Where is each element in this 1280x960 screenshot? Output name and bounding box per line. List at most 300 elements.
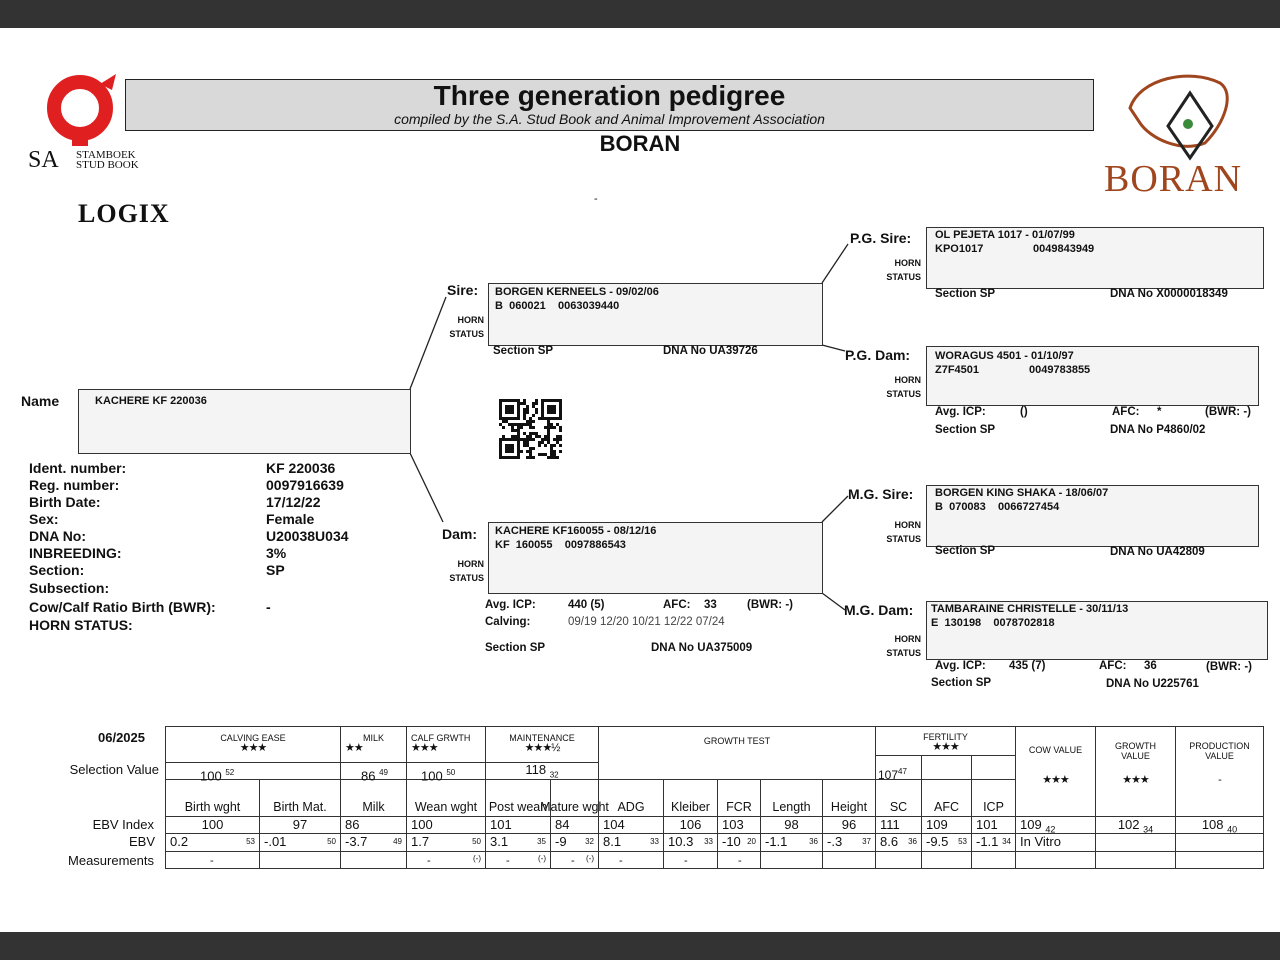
dam-name: KACHERE KF160055 - 08/12/16 (495, 525, 657, 537)
mg-sire-section: Section SP (935, 545, 996, 557)
info-label: Cow/Calf Ratio Birth (BWR): (29, 599, 216, 615)
mg-sire-prefix: B (935, 501, 943, 513)
dam-label: Dam: (442, 526, 478, 542)
fertility-empty-cell (922, 756, 972, 780)
stars-icon: ★★★½ (524, 742, 560, 754)
pg-dam-afc-label: AFC: (1112, 406, 1140, 418)
qr-code[interactable] (499, 399, 562, 459)
trait-header (876, 780, 922, 817)
ebv-index-value: 101 (976, 817, 998, 832)
ebv-accuracy: 20 (747, 837, 756, 846)
horn-label: HORN (457, 559, 484, 569)
stars-icon: ★★★ (239, 742, 267, 754)
animal-name-box (78, 389, 411, 454)
dot-mark: - (594, 193, 598, 205)
measurement-value: - (684, 855, 688, 867)
info-value: U20038U034 (266, 528, 349, 544)
group-label: GROWTH (1115, 741, 1156, 751)
ebv-accuracy: 50 (327, 837, 336, 846)
info-label: Ident. number: (29, 460, 127, 476)
ebv-index-value: 97 (292, 817, 308, 832)
trait-name: Birth wght (184, 800, 241, 814)
measurement-cell (551, 852, 599, 869)
group-label: VALUE (1205, 751, 1234, 761)
name-label: Name (21, 393, 60, 409)
dam-prefix: KF (495, 539, 510, 551)
value-index: 109 (1020, 817, 1042, 832)
pg-sire-name: OL PEJETA 1017 - 01/07/99 (935, 229, 1075, 241)
sire-name: BORGEN KERNEELS - 09/02/06 (495, 286, 659, 298)
page-subtitle: compiled by the S.A. Stud Book and Animal Improvement Association (394, 111, 825, 127)
measurement-cell (922, 852, 972, 869)
ebv-accuracy: 50 (472, 837, 481, 846)
horn-label: HORN (894, 520, 921, 530)
trait-header (166, 780, 260, 817)
ebv-index-cell (551, 817, 599, 834)
measurement-value (976, 855, 992, 867)
boran-logo-text: BORAN (1104, 158, 1243, 200)
pg-dam-avg-icp-label: Avg. ICP: (935, 406, 986, 418)
info-value: 0097916639 (266, 477, 344, 493)
accuracy: 52 (225, 768, 235, 777)
measurement-cell (260, 852, 341, 869)
measurement-value (926, 855, 942, 867)
mg-dam-horn-status-label (876, 632, 921, 660)
pg-dam-avg-icp: () (1020, 406, 1028, 418)
ebv-index-value: 100 (411, 817, 433, 832)
ebv-cell (972, 834, 1016, 852)
mg-sire-id: 070083 (949, 501, 986, 513)
mg-dam-afc-label: AFC: (1099, 660, 1127, 672)
cow-value-header (1016, 727, 1096, 817)
ebv-index-cell (599, 817, 664, 834)
value-measurement-cell (1096, 852, 1176, 869)
group-label: MAINTENANCE (509, 733, 575, 743)
milk-header (341, 727, 407, 763)
ebv-index-value: 100 (201, 817, 224, 832)
mg-dam-id: 130198 (944, 617, 982, 629)
value-accuracy: 34 (1143, 824, 1154, 835)
ebv-value: -1.1 (976, 834, 999, 849)
milk-selection (341, 763, 407, 784)
pg-dam-reg: 0049783855 (1029, 364, 1091, 376)
ebv-accuracy: 36 (908, 837, 917, 846)
accuracy: 32 (549, 770, 559, 780)
ebv-index-value: 104 (603, 817, 625, 832)
dam-section: Section SP (485, 642, 546, 654)
mg-dam-reg: 0078702818 (993, 617, 1055, 629)
ebv-value: 3.1 (490, 834, 509, 849)
pg-sire-reg: 0049843949 (1033, 243, 1095, 255)
measurements-label: Measurements (68, 853, 154, 868)
maintenance-selection (486, 763, 599, 780)
measurement-cell (486, 852, 551, 869)
mg-dam-box (926, 601, 1268, 660)
pg-sire-section: Section SP (935, 288, 996, 300)
measurement-value: - (738, 855, 742, 867)
growth-value-header (1096, 727, 1176, 817)
selection-value: 107 (878, 768, 899, 782)
ebv-index-cell (972, 817, 1016, 834)
trait-header (922, 780, 972, 817)
value-ebv-cell (1176, 834, 1264, 852)
info-value: Female (266, 511, 315, 527)
ebv-index-cell (823, 817, 876, 834)
ebv-cell (341, 834, 407, 852)
ebv-index-cell (922, 817, 972, 834)
status-label: STATUS (886, 272, 921, 282)
trait-header (718, 780, 761, 817)
measurement-value: - (210, 855, 214, 867)
ebv-value: 8.6 (880, 834, 899, 849)
pg-dam-id: Z7F4501 (935, 364, 980, 376)
trait-header (540, 780, 609, 817)
ebv-index-value: 101 (490, 817, 512, 832)
ebv-value: -1.1 (765, 834, 788, 849)
ebv-index-cell (664, 817, 718, 834)
stars-icon: ★★★ (1042, 774, 1069, 786)
ebv-date: 06/2025 (98, 730, 145, 745)
stars-icon: - (1218, 774, 1221, 786)
info-label: Birth Date: (29, 494, 101, 510)
studbook-line1: STAMBOEK (76, 149, 136, 161)
info-label: Section: (29, 562, 85, 578)
trait-name: ICP (983, 800, 1004, 814)
ebv-value: 8.1 (603, 834, 622, 849)
mg-dam-name: TAMBARAINE CHRISTELLE - 30/11/13 (931, 603, 1129, 615)
pg-sire-label: P.G. Sire: (850, 230, 912, 246)
value-ebv-cell (1096, 834, 1176, 852)
group-label: CALF GRWTH (411, 733, 471, 743)
ebv-label: EBV (128, 834, 155, 849)
pg-dam-afc: * (1157, 406, 1162, 418)
group-label: CALVING EASE (220, 733, 286, 743)
horn-label: HORN (894, 634, 921, 644)
info-value: - (266, 599, 271, 615)
trait-name: Kleiber (671, 800, 710, 814)
info-label: DNA No: (29, 528, 87, 544)
measurement-cell (407, 852, 486, 869)
growth-test-header (599, 727, 876, 780)
measurement-accuracy: (-) (473, 854, 481, 863)
ebv-cell (166, 834, 260, 852)
mg-dam-section: Section SP (931, 677, 992, 689)
dam-bwr: (BWR: -) (747, 599, 793, 611)
calf-growth-header (407, 727, 486, 763)
sire-box (488, 283, 823, 346)
ebv-index-value: 111 (880, 817, 900, 832)
pg-dam-dna: DNA No P4860/02 (1110, 424, 1206, 436)
ebv-accuracy: 35 (537, 837, 546, 846)
logix-logo: LOGIX (78, 199, 170, 228)
mg-sire-name: BORGEN KING SHAKA - 18/06/07 (935, 487, 1109, 499)
stars-icon: ★★★ (411, 742, 438, 754)
trait-name: ADG (617, 800, 645, 814)
trait-header (341, 780, 407, 817)
animal-name: KACHERE KF 220036 (95, 395, 207, 407)
group-label: FERTILITY (923, 732, 968, 742)
stars-icon: ★★★ (932, 741, 959, 753)
ebv-value: -9.5 (926, 834, 949, 849)
mg-sire-horn-status-label (876, 518, 921, 546)
breed-title: BORAN (599, 131, 681, 156)
sire-section: Section SP (493, 345, 554, 357)
ebv-accuracy: 33 (704, 837, 713, 846)
ebv-cell (718, 834, 761, 852)
value-measurement-cell (1176, 852, 1264, 869)
dam-calving: 09/19 12/20 10/21 12/22 07/24 (568, 616, 725, 628)
sire-label: Sire: (447, 282, 479, 298)
value-index-cell (1096, 817, 1176, 834)
value-ebv: In Vitro (1020, 834, 1061, 849)
measurement-cell (761, 852, 823, 869)
ebv-index-value: 106 (679, 817, 702, 832)
ebv-cell (599, 834, 664, 852)
mg-dam-avg-icp-label: Avg. ICP: (935, 660, 986, 672)
info-value: SP (266, 562, 285, 578)
ebv-accuracy: 33 (650, 837, 659, 846)
sire-reg: 0063039440 (558, 300, 620, 312)
ebv-cell (551, 834, 599, 852)
horn-label: HORN (457, 315, 484, 325)
mg-sire-dna: DNA No UA42809 (1110, 546, 1205, 558)
ebv-index-value: 103 (722, 817, 744, 832)
ebv-index-cell (761, 817, 823, 834)
status-label: STATUS (886, 534, 921, 544)
trait-name: Birth Mat. (273, 800, 327, 814)
dam-dna: DNA No UA375009 (651, 642, 753, 654)
trait-name: AFC (934, 800, 959, 814)
ebv-cell (486, 834, 551, 852)
dam-calving-label: Calving: (485, 616, 531, 628)
value-accuracy: 42 (1045, 824, 1056, 835)
value-ebv-cell (1016, 834, 1096, 852)
trait-name: Mature wght (540, 800, 609, 814)
pg-dam-box (926, 346, 1259, 406)
info-label: HORN STATUS: (29, 617, 133, 633)
pg-dam-horn-status-label (876, 373, 921, 401)
selection-value: 100 (421, 768, 443, 784)
measurement-value (765, 855, 781, 867)
studbook-sa: SA (28, 147, 59, 173)
measurement-value (345, 855, 385, 867)
measurement-cell (718, 852, 761, 869)
trait-header (407, 780, 486, 817)
horn-label: HORN (894, 258, 921, 268)
measurement-value: - (571, 855, 575, 867)
mg-dam-prefix: E (931, 617, 939, 629)
sire-horn-status-label (440, 313, 484, 341)
ebv-index-cell (341, 817, 407, 834)
mg-dam-dna: DNA No U225761 (1106, 678, 1199, 690)
trait-name: Post wean (488, 800, 548, 814)
mg-dam-avg-icp: 435 (7) (1009, 660, 1046, 672)
group-label: COW VALUE (1028, 745, 1083, 755)
trait-name: Length (772, 800, 811, 814)
ebv-cell (761, 834, 823, 852)
measurement-cell (341, 852, 407, 869)
info-label: Reg. number: (29, 477, 120, 493)
info-value: KF 220036 (266, 460, 336, 476)
value-index-cell (1176, 817, 1264, 834)
dam-box (488, 522, 823, 594)
selection-value: 118 (525, 762, 547, 777)
pg-sire-dna: DNA No X0000018349 (1110, 288, 1228, 300)
sire-dna: DNA No UA39726 (663, 345, 758, 357)
info-label: INBREEDING: (29, 545, 122, 561)
dam-afc-label: AFC: (663, 599, 691, 611)
ebv-value: -9 (555, 834, 567, 849)
measurement-cell (166, 852, 260, 869)
ebv-index-value: 109 (926, 817, 948, 832)
page-title: Three generation pedigree (433, 80, 786, 111)
ebv-accuracy: 53 (246, 837, 255, 846)
mg-sire-label: M.G. Sire: (848, 486, 914, 502)
ebv-accuracy: 34 (1002, 837, 1011, 846)
mg-sire-box (926, 485, 1259, 547)
pg-dam-bwr: (BWR: -) (1205, 406, 1251, 418)
dam-horn-status-label (440, 557, 484, 585)
info-value: 17/12/22 (266, 494, 321, 510)
selection-value: 100 (200, 768, 222, 784)
ebv-value: 10.3 (668, 834, 694, 849)
mg-sire-reg: 0066727454 (998, 501, 1060, 513)
measurement-value: - (619, 855, 623, 867)
ebv-accuracy: 37 (862, 837, 871, 846)
ebv-index-label: EBV Index (92, 817, 154, 832)
group-label: PRODUCTION (1189, 741, 1250, 751)
accuracy: 49 (379, 768, 388, 777)
fertility-header (876, 727, 1016, 756)
accuracy: 50 (446, 768, 456, 777)
maintenance-header (486, 727, 599, 763)
measurement-cell (972, 852, 1016, 869)
ebv-index-cell (407, 817, 486, 834)
pg-sire-horn-status-label (876, 256, 921, 284)
measurement-cell (823, 852, 876, 869)
ebv-cell (823, 834, 876, 852)
value-index: 108 (1201, 817, 1224, 832)
value-accuracy: 40 (1227, 824, 1238, 835)
measurement-value: - (427, 855, 431, 867)
ebv-accuracy: 49 (393, 837, 402, 846)
mg-dam-afc: 36 (1144, 660, 1157, 672)
ebv-cell (407, 834, 486, 852)
dam-reg: 0097886543 (564, 539, 626, 551)
ebv-value: -3.7 (345, 834, 368, 849)
mg-dam-label: M.G. Dam: (844, 602, 914, 618)
sire-id: 060021 (509, 300, 546, 312)
ebv-index-cell (486, 817, 551, 834)
ebv-value: -.3 (827, 834, 843, 849)
ebv-index-cell (260, 817, 341, 834)
ebv-accuracy: 53 (958, 837, 967, 846)
mg-dam-bwr: (BWR: -) (1206, 661, 1252, 673)
measurement-cell (664, 852, 718, 869)
ebv-value: -10 (722, 834, 741, 849)
pg-dam-section: Section SP (935, 424, 996, 436)
group-label: VALUE (1121, 751, 1150, 761)
trait-name: Height (830, 800, 868, 814)
trait-header (599, 780, 664, 817)
ebv-cell (922, 834, 972, 852)
measurement-value (827, 855, 843, 867)
pg-dam-name: WORAGUS 4501 - 01/10/97 (935, 350, 1074, 362)
info-value: 3% (266, 545, 287, 561)
dam-id: 160055 (515, 539, 553, 551)
ebv-accuracy: 32 (585, 837, 594, 846)
pg-sire-id: KPO1017 (935, 243, 984, 255)
ebv-cell (876, 834, 922, 852)
horn-label: HORN (894, 375, 921, 385)
ebv-accuracy: 36 (809, 837, 818, 846)
dam-avg-icp-label: Avg. ICP: (485, 599, 536, 611)
ebv-table (165, 726, 1264, 869)
trait-name: FCR (726, 800, 752, 814)
ebv-index-cell (166, 817, 260, 834)
trait-name: Wean wght (414, 800, 478, 814)
accuracy: 47 (898, 767, 907, 776)
info-label: Subsection: (29, 580, 110, 596)
status-label: STATUS (449, 573, 484, 583)
ebv-index-cell (876, 817, 922, 834)
value-index: 102 (1117, 817, 1140, 832)
fertility-selection (876, 756, 922, 780)
stars-icon: ★★★ (1122, 774, 1149, 786)
selection-value: 86 (361, 768, 376, 784)
calving-ease-header (166, 727, 341, 763)
measurement-value (264, 855, 304, 867)
trait-name: SC (889, 800, 908, 814)
dam-afc: 33 (704, 599, 717, 611)
status-label: STATUS (449, 329, 484, 339)
sire-prefix: B (495, 300, 503, 312)
status-label: STATUS (886, 648, 921, 658)
info-label: Sex: (29, 511, 59, 527)
ebv-value: -.01 (264, 834, 287, 849)
measurement-value: - (506, 855, 510, 867)
ebv-cell (260, 834, 341, 852)
trait-header (260, 780, 341, 817)
studbook-line2: STUD BOOK (76, 159, 139, 171)
group-label: GROWTH TEST (703, 736, 771, 746)
trait-header (761, 780, 823, 817)
measurement-cell (599, 852, 664, 869)
value-measurement-cell (1016, 852, 1096, 869)
measurement-value (880, 855, 896, 867)
pg-dam-label: P.G. Dam: (845, 347, 911, 363)
trait-header (664, 780, 718, 817)
ebv-index-value: 98 (784, 817, 799, 832)
pg-sire-box (926, 227, 1264, 289)
ebv-value: 0.2 (170, 834, 189, 849)
value-index-cell (1016, 817, 1096, 834)
calving-ease-selection (166, 763, 341, 784)
dam-avg-icp: 440 (5) (568, 599, 605, 611)
measurement-accuracy: (-) (586, 854, 594, 863)
ebv-index-value: 84 (555, 817, 570, 832)
ebv-index-cell (718, 817, 761, 834)
group-label: MILK (362, 733, 384, 743)
trait-name: Milk (362, 800, 385, 814)
calf-growth-selection (407, 763, 486, 784)
ebv-index-value: 86 (345, 817, 360, 832)
measurement-accuracy: (-) (538, 854, 546, 863)
ebv-index-value: 96 (841, 817, 857, 832)
trait-header (823, 780, 876, 817)
trait-header (972, 780, 1016, 817)
status-label: STATUS (886, 389, 921, 399)
